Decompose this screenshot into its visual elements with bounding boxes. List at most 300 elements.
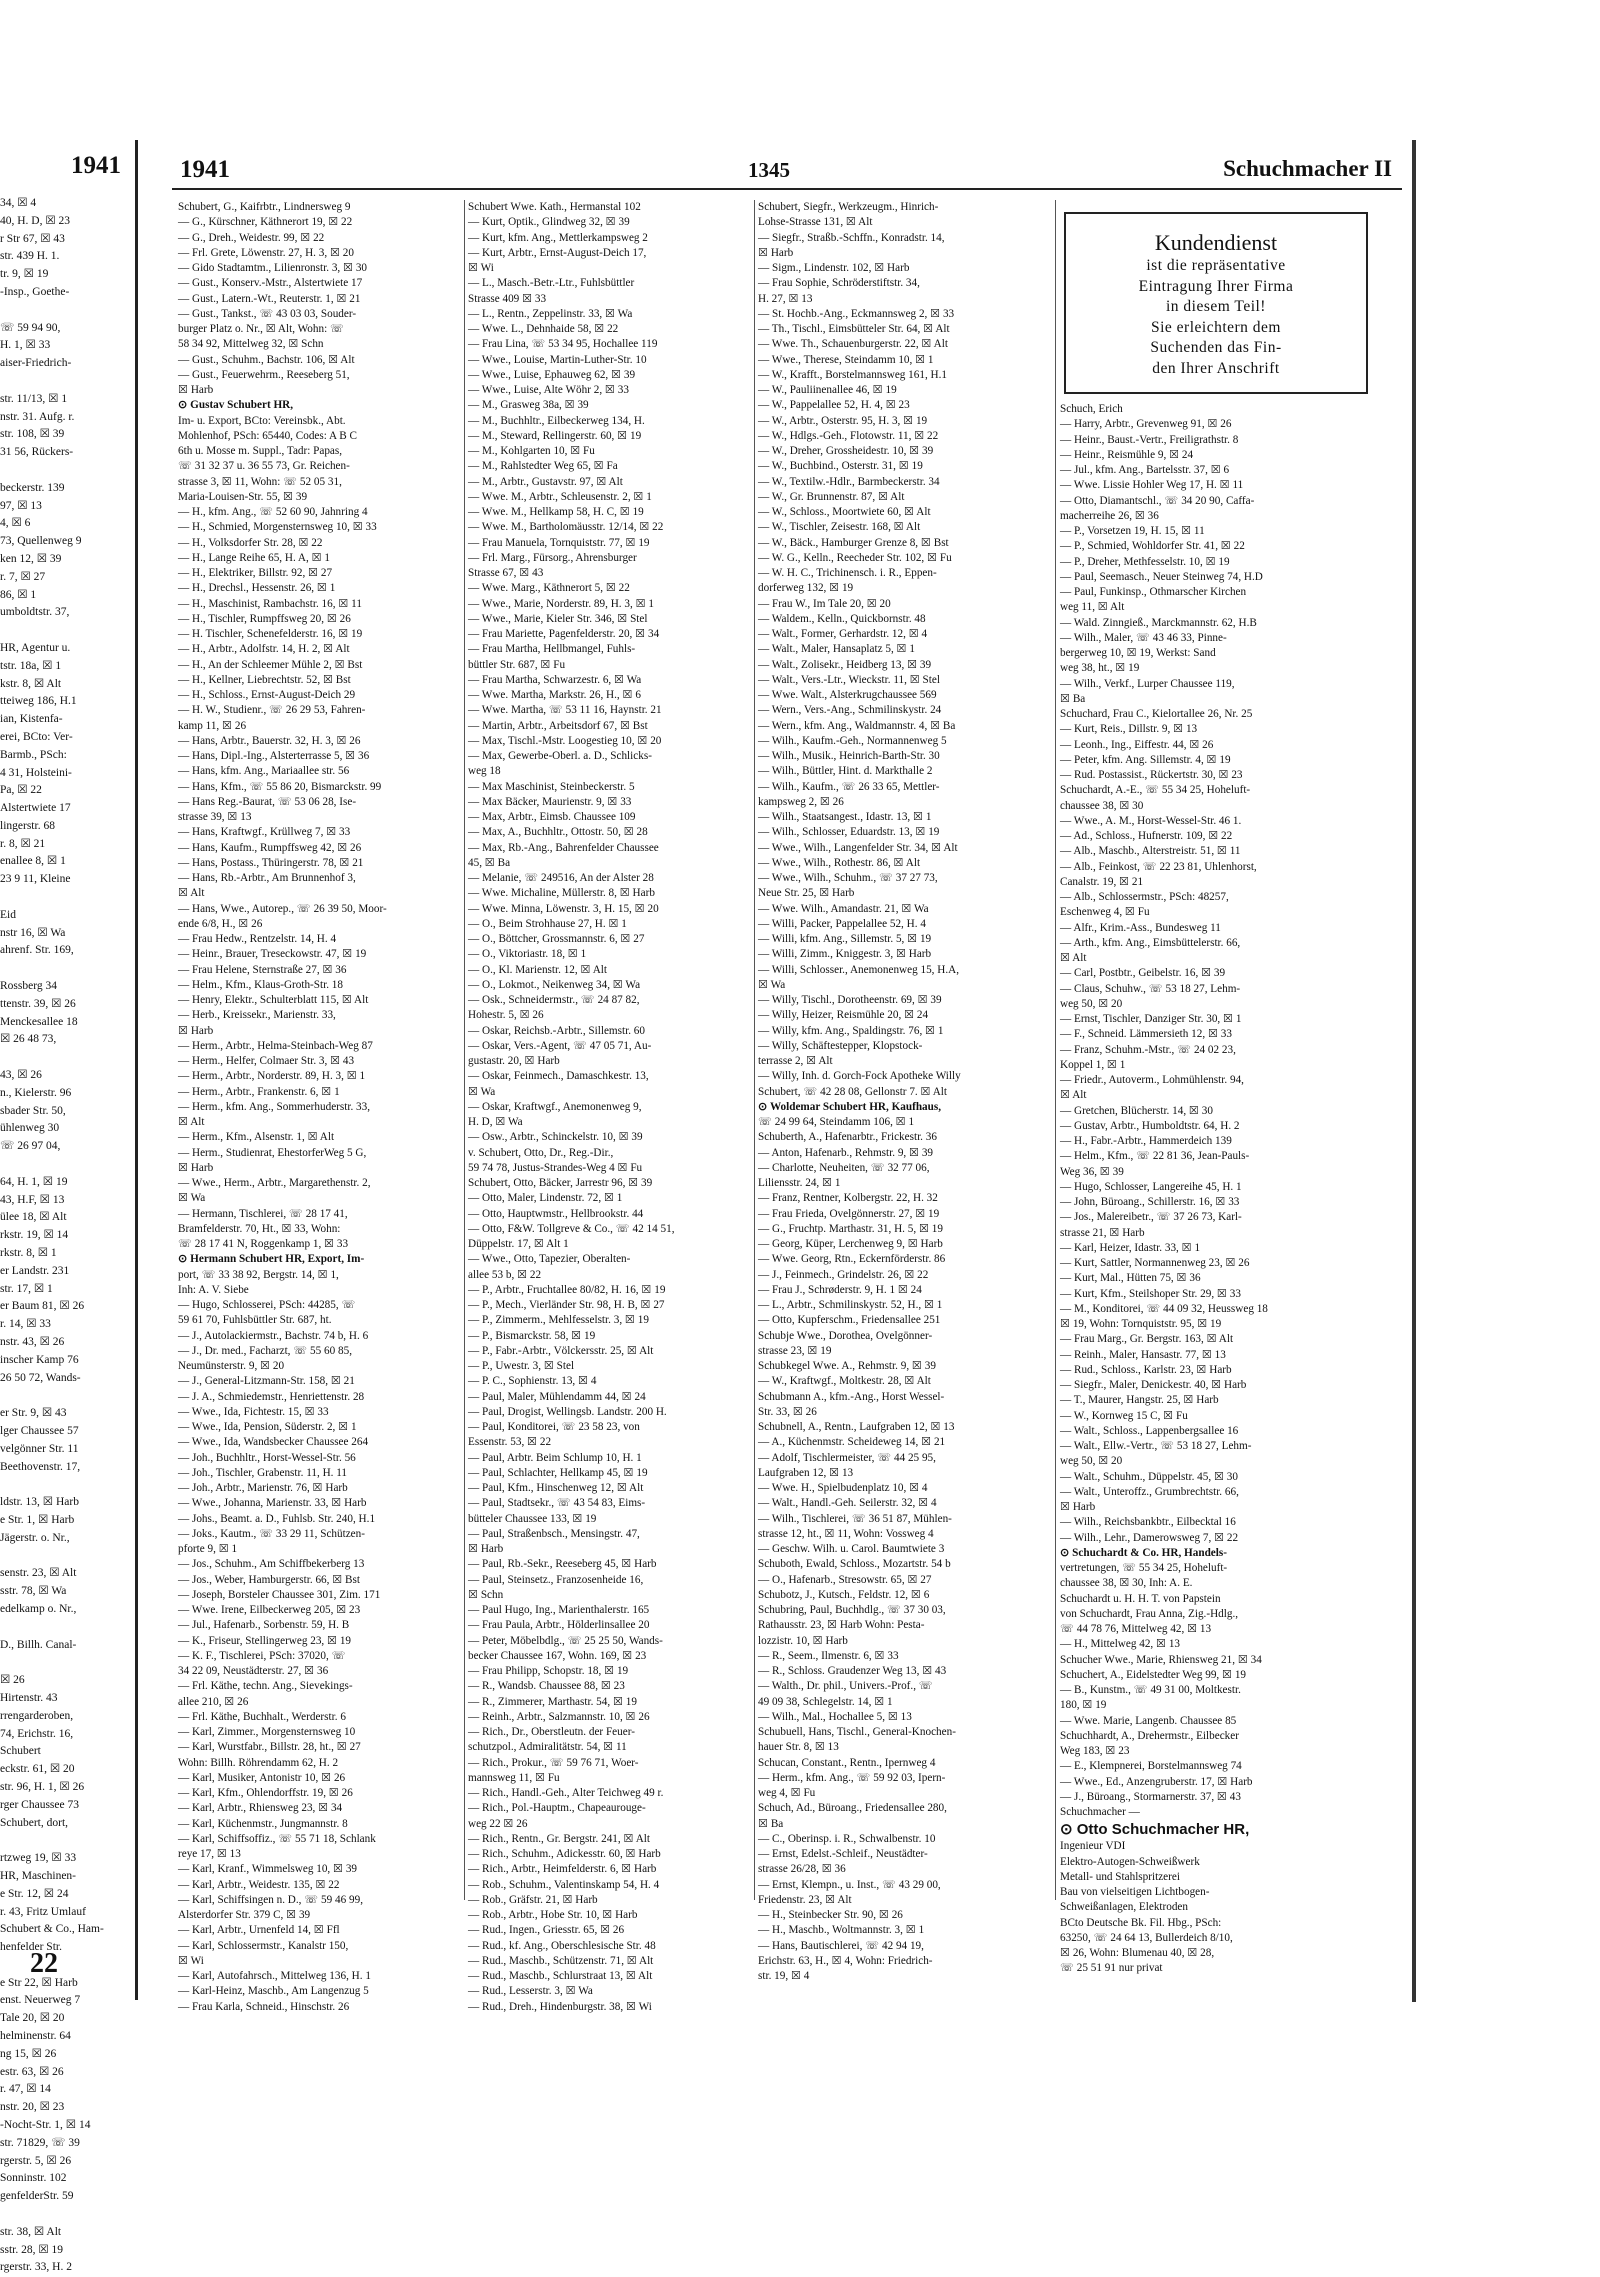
directory-entry-line: — Paul, Seemasch., Neuer Steinweg 74, H.D <box>1060 570 1263 583</box>
directory-entry-line: ☒ Ba <box>1060 692 1086 705</box>
prev-page-line: Schubert <box>0 1745 41 1758</box>
prev-page-line: D., Billh. Canal- <box>0 1638 77 1651</box>
directory-entry-line: Lohse-Strasse 131, ☒ Alt <box>758 216 873 229</box>
prev-page-line: aiser-Friedrich- <box>0 357 72 370</box>
directory-entry-line: — G., Kürschner, Käthnerort 19, ☒ 22 <box>178 216 353 229</box>
directory-entry-line: Schubring, Paul, Buchhdlg., ☏ 37 30 03, <box>758 1604 946 1616</box>
directory-entry-line: Schuberth, A., Hafenarbtr., Frickestr. 36 <box>758 1131 937 1144</box>
prev-page-line: rger Chaussee 73 <box>0 1798 79 1811</box>
prev-page-line: rgerstr. 5, ☒ 26 <box>0 2154 72 2167</box>
prev-page-line: str. 17, ☒ 1 <box>0 1282 53 1295</box>
directory-entry-line: Schubje Wwe., Dorothea, Ovelgönner- <box>758 1329 933 1342</box>
directory-entry-line: — T., Maurer, Hangstr. 25, ☒ Harb <box>1060 1394 1219 1407</box>
directory-entry-line: ☒ Wa <box>468 1085 496 1098</box>
directory-entry-line: — Charlotte, Neuheiten, ☏ 32 77 06, <box>758 1161 930 1174</box>
directory-entry-line: — Wwe., Ida, Fichtestr. 15, ☒ 33 <box>178 1405 329 1418</box>
prev-page-line: 31 56, Rückers- <box>0 446 74 459</box>
prev-page-line: r Str 67, ☒ 43 <box>0 232 65 245</box>
directory-entry-line: — Joseph, Borsteler Chaussee 301, Zim. 171 <box>178 1588 381 1601</box>
directory-entry-line: Bramfelderstr. 70, Ht., ☒ 33, Wohn: <box>178 1222 341 1235</box>
directory-entry-line: — Martin, Arbtr., Arbeitsdorf 67, ☒ Bst <box>468 719 648 732</box>
prev-page-line: ahrenf. Str. 169, <box>0 944 74 957</box>
directory-entry-line: — Wwe. Georg, Rtn., Eckernförderstr. 86 <box>758 1253 946 1266</box>
directory-entry-line: — Reinh., Maler, Hansastr. 77, ☒ 13 <box>1060 1348 1226 1361</box>
directory-entry-line: ⊙ Woldemar Schubert HR, Kaufhaus, <box>758 1100 942 1113</box>
directory-entry-line: — Willy, Heizer, Reismühle 20, ☒ 24 <box>758 1009 929 1022</box>
directory-entry-line: Elektro-Autogen-Schweißwerk <box>1060 1855 1200 1868</box>
directory-entry-line: — Melanie, ☏ 249516, An der Alster 28 <box>468 872 654 884</box>
directory-entry-line: — Gido Stadtamtm., Lilienronstr. 3, ☒ 30 <box>178 262 368 274</box>
prev-page-line: 4 31, Holsteini- <box>0 766 72 779</box>
directory-entry-line: — Oskar, Kraftwgf., Anemonenweg 9, <box>468 1100 642 1113</box>
directory-entry-line: ☏ 44 78 76, Mittelweg 42, ☒ 13 <box>1060 1623 1212 1635</box>
directory-entry-line: — Peter, Möbelbdlg., ☏ 25 25 50, Wands- <box>468 1634 663 1647</box>
directory-page <box>160 140 1416 2013</box>
directory-entry-line: — Wwe. Lissie Hohler Weg 17, H. ☒ 11 <box>1060 479 1244 492</box>
directory-entry-line: weg 50, ☒ 20 <box>1060 1455 1123 1468</box>
directory-entry-line: — Willi, kfm. Ang., Sillemstr. 5, ☒ 19 <box>758 933 932 945</box>
prev-page-line <box>0 1619 129 1637</box>
ad-line: den Ihrer Anschrift <box>1152 359 1280 377</box>
directory-entry-line: Essenstr. 53, ☒ 22 <box>468 1436 552 1449</box>
prev-page-line: ☏ 59 94 90, <box>0 321 61 334</box>
prev-page-line: -Insp., Goethe- <box>0 285 70 298</box>
prev-page-line: str. 38, ☒ Alt <box>0 2225 62 2238</box>
prev-page-line: str. 439 H. 1. <box>0 250 60 263</box>
directory-entry-line: Schuchardt u. H. H. T. von Papstein <box>1060 1592 1221 1605</box>
directory-entry-line: — Franz, Schuhm.-Mstr., ☏ 24 02 23, <box>1060 1043 1236 1056</box>
prev-page-line: beckerstr. 139 <box>0 481 65 494</box>
directory-entry-line: — H., Mittelweg 42, ☒ 13 <box>1060 1638 1181 1651</box>
header-year: 1941 <box>180 156 230 183</box>
directory-entry-line: ☒ Harb <box>1060 1501 1096 1513</box>
directory-entry-line: — Frau Marg., Gr. Bergstr. 163, ☒ Alt <box>1060 1333 1234 1346</box>
prev-page-line: henfelder Str. <box>0 1941 62 1954</box>
directory-entry-line: — Gust., Tankst., ☏ 43 03 03, Souder- <box>178 307 357 320</box>
prev-page-line: 23 9 11, Kleine <box>0 873 71 886</box>
directory-entry-line: — Rud., Schloss., Karlstr. 23, ☒ Harb <box>1060 1363 1232 1376</box>
directory-entry-line: — Paul, Rb.-Sekr., Reeseberg 45, ☒ Harb <box>468 1558 657 1571</box>
directory-entry-line: — Hugo, Schlosserei, PSch: 44285, ☏ <box>178 1299 356 1311</box>
prev-page-line: 43, ☒ 26 <box>0 1069 42 1082</box>
directory-entry-line: — Helm., Kfm., Klaus-Groth-Str. 18 <box>178 978 343 991</box>
directory-entry-line: becker Chaussee 167, Wohn. 169, ☒ 23 <box>468 1649 647 1662</box>
directory-entry-line: — Wwe., Herm., Arbtr., Margarethenstr. 2, <box>178 1177 371 1189</box>
prev-page-line: er Baum 81, ☒ 26 <box>0 1300 85 1313</box>
directory-entry-line: — J., Feinmech., Grindelstr. 26, ☒ 22 <box>758 1268 929 1281</box>
directory-entry-line: — O., Kl. Marienstr. 12, ☒ Alt <box>468 963 607 976</box>
directory-entry-line: — M., Konditorei, ☏ 44 09 32, Heussweg 18 <box>1060 1302 1268 1315</box>
directory-entry-line: — Wilh., Schlosser, Eduardstr. 13, ☒ 19 <box>758 826 940 839</box>
directory-entry-line: bergerweg 10, ☒ 19, Werkst: Sand <box>1060 647 1216 659</box>
directory-entry-line: — Frau Manuela, Tornquiststr. 77, ☒ 19 <box>468 536 650 549</box>
prev-page-line: 73, Quellenweg 9 <box>0 535 82 548</box>
directory-entry-line: — Willi, Schlosser., Anemonenweg 15, H.A, <box>758 963 960 976</box>
directory-entry-line: — Alfr., Krim.-Ass., Bundesweg 11 <box>1060 921 1221 934</box>
directory-entry-line: Strasse 409 ☒ 33 <box>468 292 547 305</box>
directory-entry-line: — L., Rentn., Zeppelinstr. 33, ☒ Wa <box>468 307 633 320</box>
directory-entry-line: — W., Pappelallee 52, H. 4, ☒ 23 <box>758 399 910 412</box>
directory-entry-line: — Frau Karla, Schneid., Hinschstr. 26 <box>178 2000 350 2013</box>
directory-entry-line: Schubert Wwe. Kath., Hermanstal 102 <box>468 201 641 213</box>
directory-entry-line: Wohn: Billh. Röhrendamm 62, H. 2 <box>178 1756 339 1769</box>
prev-page-line: senstr. 23, ☒ Alt <box>0 1567 77 1580</box>
directory-entry-line: — Frl. Grete, Löwenstr. 27, H. 3, ☒ 20 <box>178 246 354 259</box>
directory-entry-line: Schubmann A., kfm.-Ang., Horst Wessel- <box>758 1390 945 1403</box>
directory-entry-line: — P. C., Sophienstr. 13, ☒ 4 <box>468 1375 597 1388</box>
directory-entry-line: — Wwe., Louise, Martin-Luther-Str. 10 <box>468 353 647 366</box>
prev-page-line <box>0 1387 129 1405</box>
prev-page-line: Rossberg 34 <box>0 980 57 993</box>
directory-entry-line: — H., Schloss., Ernst-August-Deich 29 <box>178 689 356 701</box>
directory-entry-line: ☒ 19, Wohn: Tornquiststr. 95, ☒ 19 <box>1060 1318 1222 1330</box>
directory-entry-line: — Wwe. Michaline, Müllerstr. 8, ☒ Harb <box>468 887 655 900</box>
directory-entry-line: ⊙ Hermann Schubert HR, Export, Im- <box>178 1253 365 1266</box>
directory-entry-line: dorferweg 132, ☒ 19 <box>758 582 854 595</box>
prev-page-line: Sonninstr. 102 <box>0 2172 67 2185</box>
directory-entry-line: — Paul, Drogist, Wellingsb. Landstr. 200 H. <box>468 1405 667 1418</box>
directory-entry-line: — Hans, Rb.-Arbtr., Am Brunnenhof 3, <box>178 872 356 884</box>
directory-entry-line: — H., An der Schleemer Mühle 2, ☒ Bst <box>178 658 363 671</box>
directory-entry-line: Schuboth, Ewald, Schloss., Mozartstr. 54 b <box>758 1558 951 1571</box>
directory-entry-line: vertretungen, ☏ 55 34 25, Hoheluft- <box>1060 1562 1228 1574</box>
directory-entry-line: Schubkegel Wwe. A., Rehmstr. 9, ☒ 39 <box>758 1360 936 1372</box>
directory-entry-line: — Alb., Maschb., Alterstreistr. 51, ☒ 11 <box>1060 845 1241 858</box>
directory-entry-line: — Wilh., Maler, ☏ 43 46 33, Pinne- <box>1060 631 1227 644</box>
directory-entry-line: — Max, A., Buchhltr., Ottostr. 50, ☒ 28 <box>468 826 648 839</box>
prev-page-line: Schubert & Co., Ham- <box>0 1923 104 1936</box>
directory-entry-line: — Wwe. Th., Schauenburgerstr. 22, ☒ Alt <box>758 338 948 351</box>
directory-entry-line: — W., Textilw.-Hdlr., Barmbeckerstr. 34 <box>758 475 940 488</box>
directory-entry-line: burger Platz o. Nr., ☒ Alt, Wohn: ☏ <box>178 323 344 335</box>
directory-entry-line: Strasse 67, ☒ 43 <box>468 567 544 579</box>
directory-entry-line: — Rud., Maschb., Schlurstraat 13, ☒ Alt <box>468 1970 653 1982</box>
directory-entry-line: — R., Wandsb. Chaussee 88, ☒ 23 <box>468 1680 625 1693</box>
prev-page-line: ☒ 26 48 73, <box>0 1033 57 1046</box>
directory-entry-line: Schubotz, J., Kutsch., Feldstr. 12, ☒ 6 <box>758 1588 930 1601</box>
directory-entry-line: — H., Arbtr., Adolfstr. 14, H. 2, ☒ Alt <box>178 643 350 656</box>
directory-entry-line: — O., Beim Strohhause 27, H. ☒ 1 <box>468 917 627 930</box>
directory-entry-line: — Wilh., Mal., Hochallee 5, ☒ 13 <box>758 1710 912 1723</box>
directory-entry-line: Schubuell, Hans, Tischl., General-Knochen- <box>758 1726 956 1738</box>
directory-entry-line: — Rich., Arbtr., Heimfelderstr. 6, ☒ Harb <box>468 1863 657 1876</box>
prev-page-line: ☏ 26 97 04, <box>0 1140 61 1153</box>
directory-entry-line: kamp 11, ☒ 26 <box>178 719 247 732</box>
directory-entry-line: — Karl, Zimmer., Morgensternsweg 10 <box>178 1726 356 1738</box>
directory-entry-line: 59 74 78, Justus-Strandes-Weg 4 ☒ Fu <box>468 1161 643 1174</box>
directory-entry-line: — Wwe., Johanna, Marienstr. 33, ☒ Harb <box>178 1497 367 1510</box>
directory-entry-line: — H., Tischler, Rumpffsweg 20, ☒ 26 <box>178 612 351 625</box>
directory-entry-line: ☒ Ba <box>758 1817 784 1830</box>
prev-page-line: str. 71829, ☏ 39 <box>0 2136 80 2149</box>
directory-entry-line: — Frau Paula, Arbtr., Hölderlinsallee 20 <box>468 1619 650 1632</box>
directory-entry-line: Schubert, ☏ 42 28 08, Gellonstr 7. ☒ Alt <box>758 1085 948 1098</box>
entries-column-4 <box>1060 402 1395 1977</box>
directory-entry-line: — Kurt, kfm. Ang., Mettlerkampsweg 2 <box>468 231 648 244</box>
directory-entry-line: — Hans, Kfm., ☏ 55 86 20, Bismarckstr. 99 <box>178 780 382 793</box>
prev-page-line: rgerstr. 33, H. 2 <box>0 2261 72 2274</box>
directory-entry-line: ☏ 28 17 41 N, Roggenkamp 1, ☒ 33 <box>178 1238 349 1250</box>
directory-entry-line: — R., Seem., Ilmenstr. 6, ☒ 33 <box>758 1649 899 1662</box>
prev-page-line: Beethovenstr. 17, <box>0 1460 81 1473</box>
prev-page-line: 40, H. D, ☒ 23 <box>0 214 71 227</box>
prev-page-line: sstr. 28, ☒ 19 <box>0 2243 64 2256</box>
directory-entry-line: Schubnell, A., Rentn., Laufgraben 12, ☒ 13 <box>758 1421 955 1433</box>
directory-entry-line: — Jos., Weber, Hamburgerstr. 66, ☒ Bst <box>178 1573 360 1586</box>
directory-entry-line: — Hans, Wwe., Autorep., ☏ 26 39 50, Moor- <box>178 902 387 915</box>
directory-entry-line: Schubert, Siegfr., Werkzeugm., Hinrich- <box>758 201 939 213</box>
directory-entry-line: — Wern., Vers.-Ang., Schmilinskystr. 24 <box>758 704 942 717</box>
ad-title: Kundendienst <box>1154 230 1278 255</box>
prev-page-line: 26 50 72, Wands- <box>0 1371 81 1384</box>
directory-entry-line: — Otto, Kupferschm., Friedensallee 251 <box>758 1314 941 1327</box>
directory-entry-line: — Frl. Marg., Fürsorg., Ahrensburger <box>468 551 637 564</box>
directory-entry-line: — W., Tischler, Zeisestr. 168, ☒ Alt <box>758 521 921 534</box>
directory-entry-line: — Willy, Tischl., Dorotheenstr. 69, ☒ 39 <box>758 994 942 1006</box>
directory-entry-line: — Wilh., Büttler, Hint. d. Markthalle 2 <box>758 765 933 778</box>
entries-column-3 <box>758 200 1060 1984</box>
prev-page-line <box>0 1049 129 1067</box>
directory-entry-line: Rathausstr. 23, ☒ Harb Wohn: Pesta- <box>758 1619 925 1632</box>
directory-entry-line: — Willy, Schäftestepper, Klopstock- <box>758 1039 923 1052</box>
prev-page-line: nstr. 31. Aufg. r. <box>0 410 75 423</box>
directory-entry-line: — Gretchen, Blücherstr. 14, ☒ 30 <box>1060 1104 1213 1117</box>
directory-entry-line: — Oskar, Reichsb.-Arbtr., Sillemstr. 60 <box>468 1024 645 1037</box>
prev-page-line: enallee 8, ☒ 1 <box>0 855 66 868</box>
prev-page-line: tteiweg 186, H.1 <box>0 695 77 708</box>
directory-entry-line: Schubert, Otto, Bäcker, Jarrestr 96, ☒ 39 <box>468 1177 653 1189</box>
directory-entry-line: — Karl, Heizer, Idastr. 33, ☒ 1 <box>1060 1241 1201 1254</box>
directory-entry-line: — Wwe., Therese, Steindamm 10, ☒ 1 <box>758 353 934 366</box>
directory-entry-line: — Wwe. Martha, Markstr. 26, H., ☒ 6 <box>468 689 641 701</box>
directory-entry-line: — Wwe. H., Spielbudenplatz 10, ☒ 4 <box>758 1482 928 1494</box>
prev-page-line: r. 47, ☒ 14 <box>0 2083 51 2096</box>
directory-entry-line: — Paul, Konditorei, ☏ 23 58 23, von <box>468 1421 640 1433</box>
directory-entry-line: — Wwe., Wilh., Rothestr. 86, ☒ Alt <box>758 856 921 869</box>
prev-page-line: nstr. 20, ☒ 23 <box>0 2101 65 2114</box>
directory-entry-line: — P., Arbtr., Fruchtallee 80/82, H. 16, ☒ 19 <box>468 1283 666 1296</box>
directory-entry-line: — Karl, Musiker, Antonistr 10, ☒ 26 <box>178 1771 346 1784</box>
directory-entry-line: — Gust., Feuerwehrm., Reeseberg 51, <box>178 368 350 381</box>
prev-page-line <box>0 622 129 640</box>
directory-entry-line: — Karl, Kranf., Wimmelsweg 10, ☒ 39 <box>178 1863 358 1876</box>
directory-entry-line: — Paul, Funkinsp., Othmarscher Kirchen <box>1060 586 1247 598</box>
prev-page-line: rkstr. 19, ☒ 14 <box>0 1229 69 1242</box>
directory-entry-line: ⊙ Gustav Schubert HR, <box>178 399 294 412</box>
directory-entry-line: — Willi, Zimm., Kniggestr. 3, ☒ Harb <box>758 948 932 961</box>
directory-entry-line: — Max, Rb.-Ang., Bahrenfelder Chaussee <box>468 841 659 854</box>
directory-entry-line: terrasse 2, ☒ Alt <box>758 1055 833 1067</box>
directory-entry-line: — Joh., Tischler, Grabenstr. 11, H. 11 <box>178 1466 348 1479</box>
directory-entry-line: ☒ Wa <box>178 1192 206 1205</box>
prev-page-line: ng 15, ☒ 26 <box>0 2047 57 2060</box>
directory-entry-line: ☒ Wa <box>758 978 786 991</box>
directory-entry-line: — H., Drechsl., Hessenstr. 26, ☒ 1 <box>178 582 336 595</box>
directory-entry-line: — Frau Philipp, Schopstr. 18, ☒ 19 <box>468 1665 629 1677</box>
directory-entry-line: chaussee 38, ☒ 30 <box>1060 799 1144 812</box>
directory-entry-line: — P., Fabr.-Arbtr., Völckersstr. 25, ☒ Alt <box>468 1344 654 1357</box>
directory-entry-line: — Gust., Konserv.-Mstr., Alstertwiete 17 <box>178 277 363 290</box>
prev-page-line: HR, Maschinen- <box>0 1869 77 1882</box>
previous-page-strip <box>0 140 138 2274</box>
directory-entry-line: — Willy, kfm. Ang., Spaldingstr. 76, ☒ 1 <box>758 1024 944 1037</box>
directory-entry-line: — G., Fruchtp. Marthastr. 31, H. 5, ☒ 19 <box>758 1222 943 1235</box>
directory-entry-line: Canalstr. 19, ☒ 21 <box>1060 875 1144 888</box>
directory-entry-line: — Frau W., Im Tale 20, ☒ 20 <box>758 597 891 610</box>
prev-page-line: sbader Str. 50, <box>0 1104 66 1117</box>
directory-entry-line: — Paul, Stadtsekr., ☏ 43 54 83, Eims- <box>468 1497 646 1510</box>
directory-entry-line: — Herm., Studienrat, EhestorferWeg 5 G, <box>178 1146 367 1159</box>
entries-column-1 <box>178 200 480 2015</box>
directory-entry-line: weg 22 ☒ 26 <box>468 1817 528 1830</box>
prev-page-line: e Str 22, ☒ Harb <box>0 1976 78 1989</box>
prev-page-line: n., Kielerstr. 96 <box>0 1086 72 1099</box>
prev-page-line: HR, Agentur u. <box>0 641 71 654</box>
directory-entry-line: — Wwe., Otto, Tapezier, Oberalten- <box>468 1253 631 1266</box>
prev-page-line: str. 11/13, ☒ 1 <box>0 392 68 405</box>
directory-entry-line: Koppel 1, ☒ 1 <box>1060 1058 1126 1071</box>
directory-entry-line: Schubert, G., Kaifrbtr., Lindnersweg 9 <box>178 201 351 213</box>
directory-entry-line: — M., Kohlgarten 10, ☒ Fu <box>468 445 595 457</box>
directory-entry-line: — Max, Tischl.-Mstr. Loogestieg 10, ☒ 20 <box>468 734 662 747</box>
directory-entry-line: Schuchmacher — <box>1060 1806 1140 1818</box>
prev-page-line <box>0 1548 129 1566</box>
directory-entry-line: — Anton, Hafenarb., Rehmstr. 9, ☒ 39 <box>758 1146 934 1159</box>
directory-entry-line: — Wwe. Irene, Eilbeckerweg 205, ☒ 23 <box>178 1604 361 1616</box>
directory-entry-line: — Walt., Former, Gerhardstr. 12, ☒ 4 <box>758 628 928 640</box>
directory-entry-line: — W., Buchbind., Osterstr. 31, ☒ 19 <box>758 460 923 473</box>
prev-page-line: ☒ 26 <box>0 1674 25 1687</box>
directory-entry-line: — Herm., Arbtr., Frankenstr. 6, ☒ 1 <box>178 1085 340 1098</box>
prev-page-line: velgönner Str. 11 <box>0 1442 79 1455</box>
directory-entry-line: — Frau Helene, Sternstraße 27, ☒ 36 <box>178 963 347 976</box>
prev-page-line: H. 1, ☒ 33 <box>0 339 51 352</box>
directory-entry-line: — Carl, Postbtr., Geibelstr. 16, ☒ 39 <box>1060 967 1226 980</box>
directory-entry-line: ☒ Alt <box>178 1116 205 1128</box>
prev-page-line: eckstr. 61, ☒ 20 <box>0 1763 75 1776</box>
directory-entry-line: — Max, Arbtr., Eimsb. Chaussee 109 <box>468 811 636 823</box>
directory-entry-line: Liliensstr. 24, ☒ 1 <box>758 1177 841 1189</box>
directory-entry-line: — Heinr., Brauer, Treseckowstr. 47, ☒ 19 <box>178 948 367 961</box>
directory-entry-line: ☒ Alt <box>1060 1089 1087 1102</box>
directory-entry-line: — Otto, Maler, Lindenstr. 72, ☒ 1 <box>468 1192 623 1205</box>
directory-entry-line: Schuchhardt, A., Drehermstr., Eilbecker <box>1060 1729 1239 1742</box>
directory-entry-line: — Rich., Handl.-Geh., Alter Teichweg 49 r. <box>468 1787 664 1799</box>
directory-entry-line: — Wwe., Wilh., Langenfelder Str. 34, ☒ Alt <box>758 841 958 854</box>
prev-page-line: Tale 20, ☒ 20 <box>0 2012 65 2025</box>
directory-entry-line: BCto Deutsche Bk. Fil. Hbg., PSch: <box>1060 1916 1222 1929</box>
prev-page-line: Barmb., PSch: <box>0 748 67 761</box>
directory-entry-line: — Wwe. Wilh., Amandastr. 21, ☒ Wa <box>758 902 929 915</box>
directory-entry-line: — W., Hdlgs.-Geh., Flotowstr. 11, ☒ 22 <box>758 429 939 442</box>
directory-entry-line: pforte 9, ☒ 1 <box>178 1543 238 1555</box>
directory-entry-line: Maria-Louisen-Str. 55, ☒ 39 <box>178 490 308 503</box>
directory-entry-line: — Otto, Diamantschl., ☏ 34 20 90, Caffa- <box>1060 494 1255 507</box>
directory-entry-line: Schuchardt, A.-E., ☏ 55 34 25, Hoheluft- <box>1060 784 1251 797</box>
directory-entry-line: — Joh., Buchhltr., Horst-Wessel-Str. 56 <box>178 1451 356 1464</box>
ad-line: in diesem Teil! <box>1166 298 1266 315</box>
directory-entry-line: — O., Böttcher, Grossmannstr. 6, ☒ 27 <box>468 933 645 945</box>
ad-line: ist die repräsentative <box>1146 257 1286 274</box>
directory-entry-line: — Wwe., Ida, Wandsbecker Chaussee 264 <box>178 1436 369 1449</box>
directory-entry-line: — Siegfr., Maler, Denickestr. 40, ☒ Harb <box>1060 1379 1247 1391</box>
directory-entry-line: strasse 39, ☒ 13 <box>178 811 252 823</box>
prev-page-line: str. 96, H. 1, ☒ 26 <box>0 1780 85 1793</box>
directory-entry-line: — Willi, Packer, Pappelallee 52, H. 4 <box>758 917 926 930</box>
directory-entry-line: — Sigm., Lindenstr. 102, ☒ Harb <box>758 262 910 274</box>
prev-page-line: estr. 63, ☒ 26 <box>0 2065 64 2078</box>
directory-entry-line: — Wilh., Kaufm., ☏ 26 33 65, Mettler- <box>758 780 940 793</box>
directory-entry-line: Im- u. Export, BCto: Vereinsbk., Abt. <box>178 414 346 427</box>
prev-page-line: rkstr. 8, ☒ 1 <box>0 1247 57 1260</box>
directory-entry-line: — Jul., kfm. Ang., Bartelsstr. 37, ☒ 6 <box>1060 464 1230 476</box>
directory-entry-line: — Hans, Dipl.-Ing., Alsterterrasse 5, ☒ 36 <box>178 750 370 762</box>
directory-entry-line: — Ad., Schloss., Hufnerstr. 109, ☒ 22 <box>1060 830 1233 842</box>
directory-entry-line: — Hans, Bautischlerei, ☏ 42 94 19, <box>758 1939 924 1952</box>
directory-entry-line: — Rob., Gräfstr. 21, ☒ Harb <box>468 1893 598 1906</box>
directory-entry-line: — Th., Tischl., Eimsbütteler Str. 64, ☒ Alt <box>758 323 950 335</box>
directory-entry-line: Neue Str. 25, ☒ Harb <box>758 887 855 900</box>
directory-entry-line: Schuchert, A., Eidelstedter Weg 99, ☒ 19 <box>1060 1668 1247 1681</box>
directory-entry-line: — W., Kornweg 15 C, ☒ Fu <box>1060 1409 1188 1422</box>
directory-entry-line: — Frau Martha, Hellbmangel, Fuhls- <box>468 643 636 656</box>
directory-entry-line: — Wwe. Marg., Käthnerort 5, ☒ 22 <box>468 582 630 595</box>
directory-entry-line: weg 4, ☒ Fu <box>758 1787 816 1799</box>
directory-entry-line: — Wilh., Kaufm.-Geh., Normannenweg 5 <box>758 734 947 747</box>
kundendienst-ad-box <box>1064 212 1368 394</box>
prev-page-line: edelkamp o. Nr., <box>0 1602 77 1615</box>
directory-entry-line: — Wald. Zinngieß., Marckmannstr. 62, H.B <box>1060 616 1257 629</box>
directory-entry-line: — Henry, Elektr., Schulterblatt 115, ☒ Alt <box>178 994 369 1006</box>
directory-entry-line: hauer Str. 8, ☒ 13 <box>758 1741 839 1754</box>
directory-entry-line: — W., Schloss., Moortwiete 60, ☒ Alt <box>758 506 931 518</box>
directory-entry-line: schutzpol., Admiralitätstr. 54, ☒ 11 <box>468 1741 627 1754</box>
prev-page-line: ttenstr. 39, ☒ 26 <box>0 997 76 1010</box>
directory-entry-line: v. Schubert, Otto, Dr., Reg.-Dir., <box>468 1146 614 1159</box>
directory-entry-line: — Karl, Arbtr., Weidestr. 135, ☒ 22 <box>178 1878 340 1891</box>
prev-page-line <box>0 1156 129 1174</box>
directory-entry-line: — W., Pauliinenallee 46, ☒ 19 <box>758 384 897 396</box>
directory-entry-line: — J., General-Litzmann-Str. 158, ☒ 21 <box>178 1375 355 1388</box>
directory-entry-line: — J., Büroang., Stormarnerstr. 37, ☒ 43 <box>1060 1790 1241 1803</box>
directory-entry-line: str. 19, ☒ 4 <box>758 1970 810 1982</box>
prev-page-line: umboldtstr. 37, <box>0 606 70 619</box>
prev-page-line <box>0 1654 129 1672</box>
directory-entry-line: — E., Klempnerei, Borstelmannsweg 74 <box>1060 1760 1242 1773</box>
directory-entry-line: — Ernst, Tischler, Danziger Str. 30, ☒ 1 <box>1060 1013 1242 1025</box>
directory-entry-line: ☏ 25 51 91 nur privat <box>1060 1962 1163 1975</box>
directory-entry-line: Schweißanlagen, Elektroden <box>1060 1901 1188 1914</box>
directory-entry-line: 59 61 70, Fuhlsbüttler Str. 687, ht. <box>178 1314 332 1327</box>
directory-entry-line: Ingenieur VDI <box>1060 1840 1126 1853</box>
directory-entry-line: — W., Kraftwgf., Moltkestr. 28, ☒ Alt <box>758 1375 931 1388</box>
prev-page-line <box>0 2206 129 2224</box>
prev-page-line: Pa, ☒ 22 <box>0 784 42 797</box>
prev-page-line: ülee 18, ☒ Alt <box>0 1211 67 1224</box>
directory-entry-line: Bau von vielseitigen Lichtbogen- <box>1060 1886 1210 1898</box>
directory-entry-line: Neumünsterstr. 9, ☒ 20 <box>178 1360 285 1372</box>
directory-entry-line: — Frl. Käthe, Buchhalt., Werderstr. 6 <box>178 1710 346 1723</box>
directory-entry-line: — Alb., Feinkost, ☏ 22 23 81, Uhlenhorst, <box>1060 860 1257 873</box>
directory-entry-line: — Rud. Postassist., Rückertstr. 30, ☒ 23 <box>1060 769 1243 781</box>
directory-entry-line: — Alb., Schlossermstr., PSch: 48257, <box>1060 891 1229 903</box>
prev-page-line: genfelderStr. 59 <box>0 2190 74 2203</box>
directory-entry-line: — Wwe., Wilh., Schuhm., ☏ 37 27 73, <box>758 872 938 884</box>
directory-entry-line: — Frau Lina, ☏ 53 34 95, Hochallee 119 <box>468 338 658 351</box>
directory-entry-line: — Wwe., Marie, Norderstr. 89, H. 3, ☒ 1 <box>468 597 654 610</box>
directory-entry-line: — Wilh., Lehr., Damerowsweg 7, ☒ 22 <box>1060 1531 1239 1544</box>
directory-entry-line: — Walt., Schloss., Lappenbergsallee 16 <box>1060 1424 1239 1437</box>
